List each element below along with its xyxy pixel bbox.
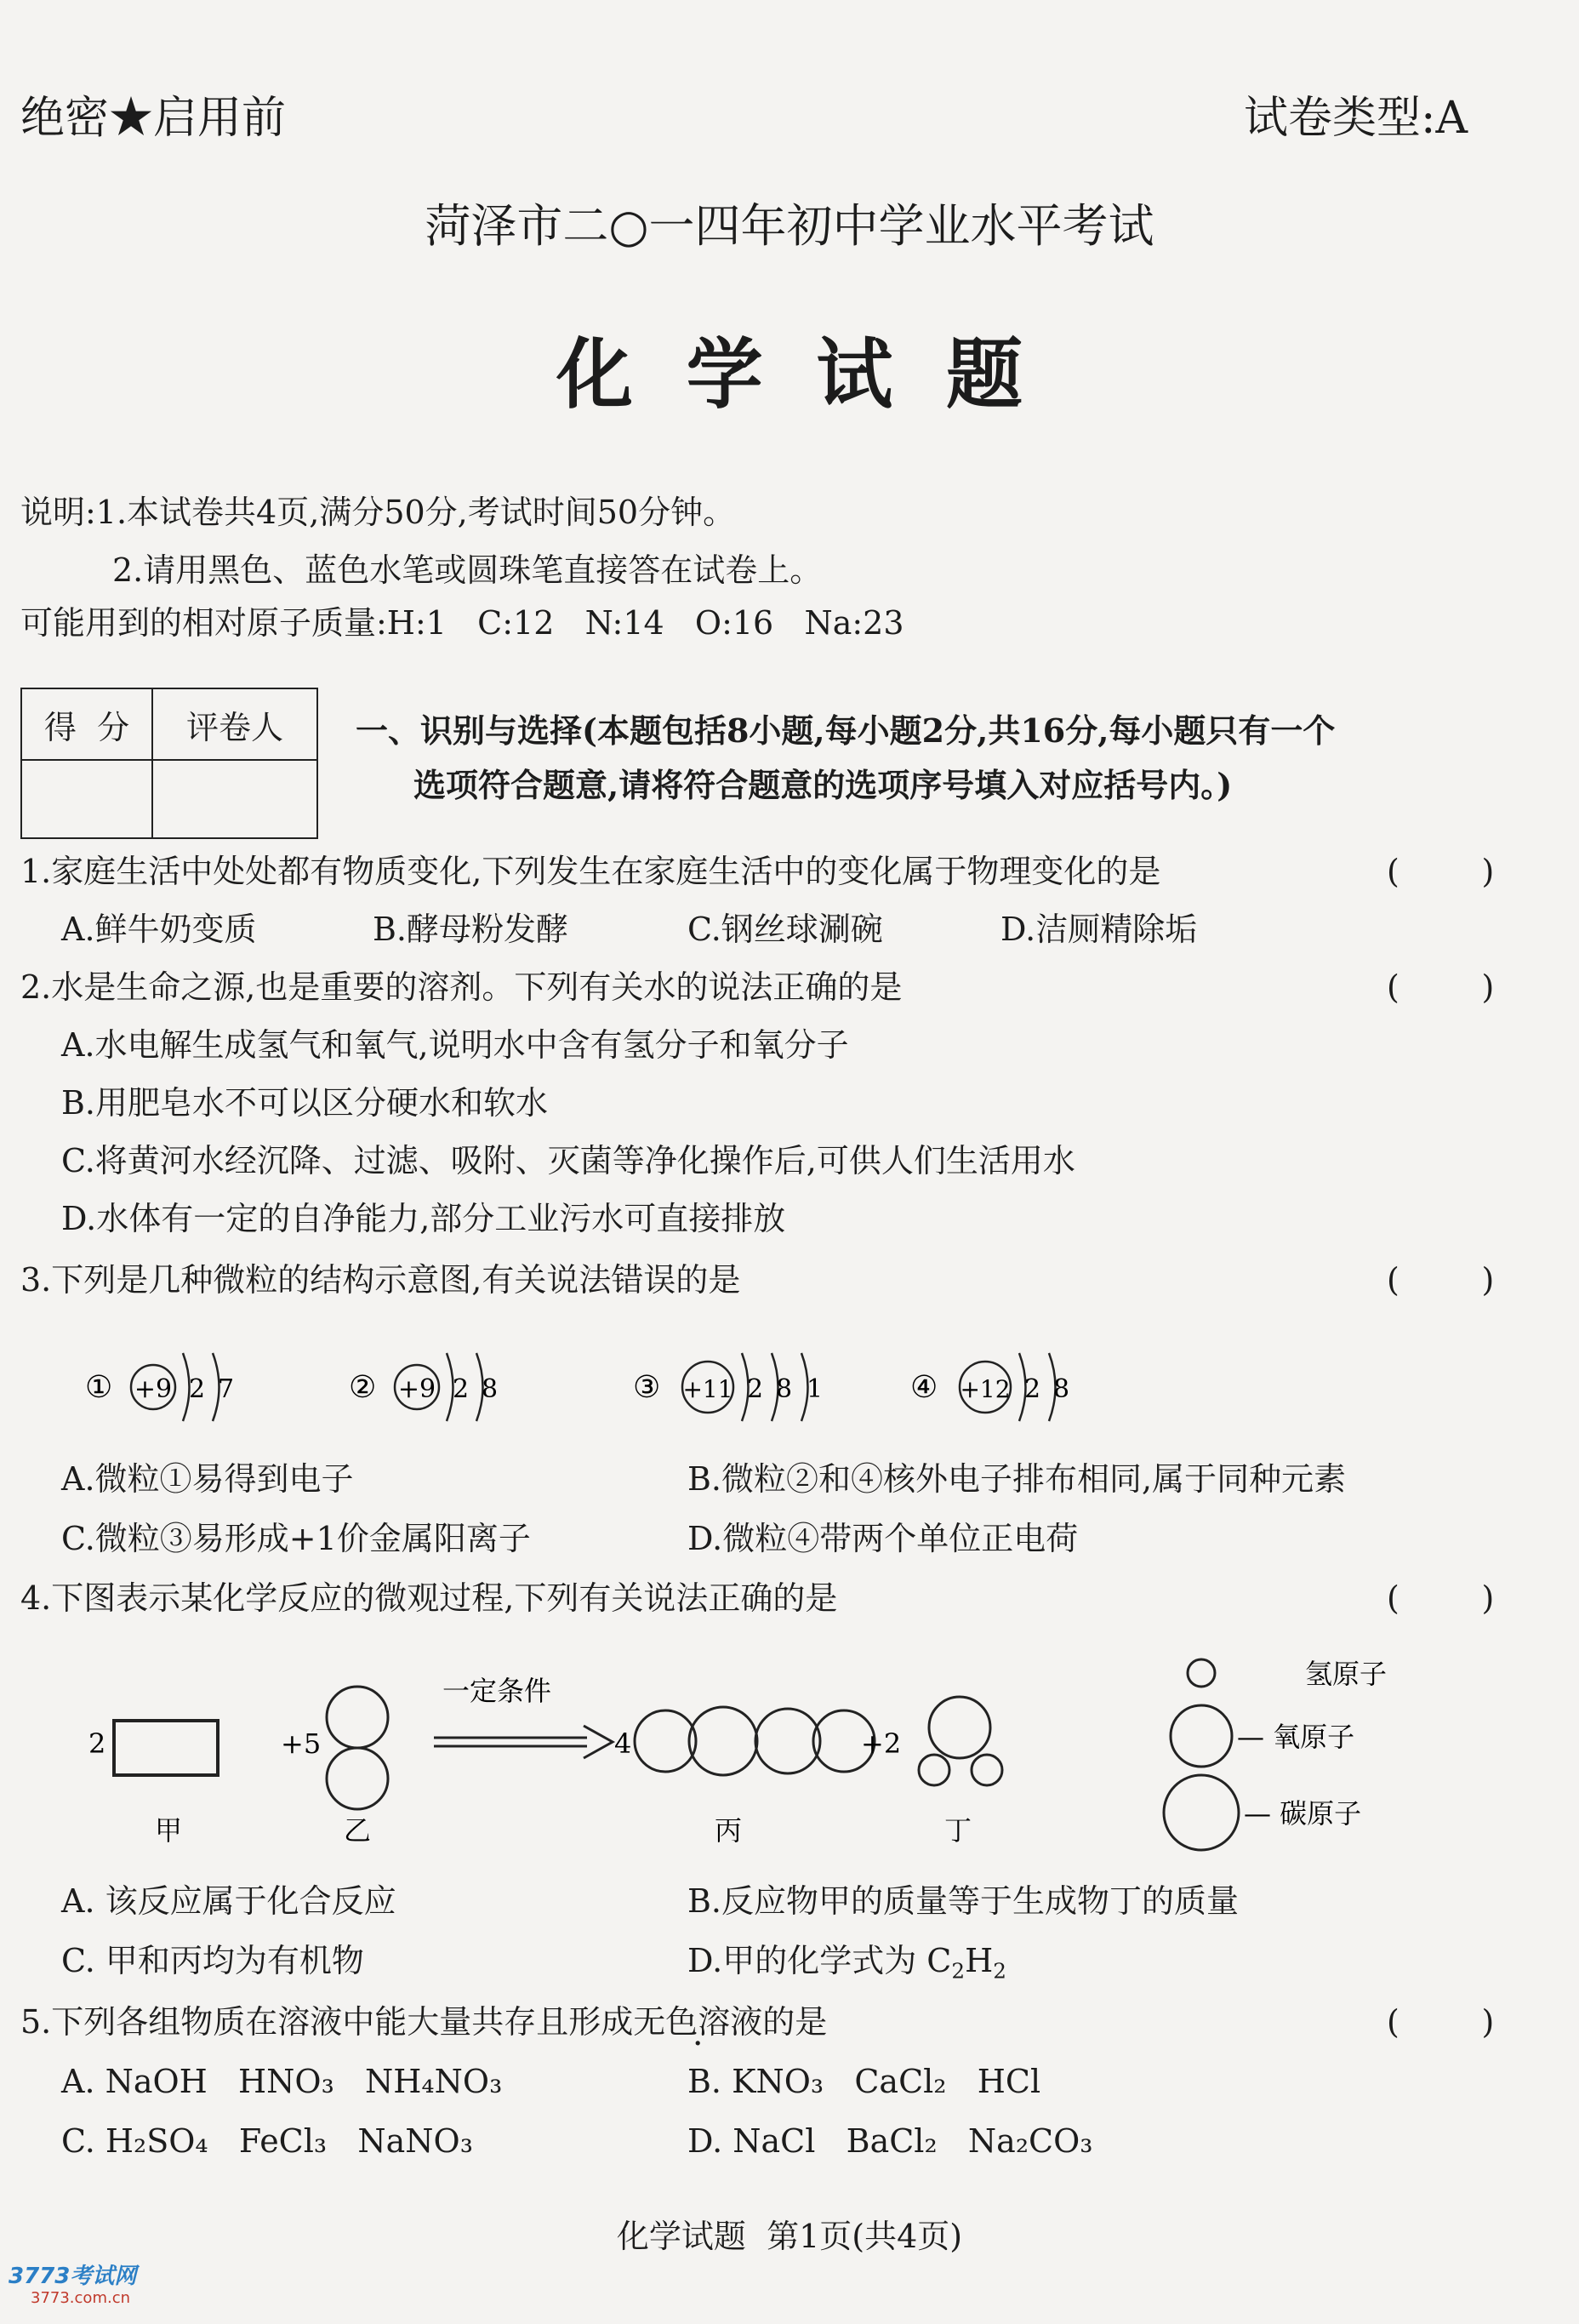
q3-stem: 3.下列是几种微粒的结构示意图,有关说法错误的是 bbox=[20, 1261, 741, 1299]
particle-4-shell-1: 2 bbox=[1024, 1374, 1041, 1404]
q5-option-a: A. NaOH HNO₃ NH₄NO₃ bbox=[61, 2063, 503, 2100]
q1-option-b: B.酵母粉发酵 bbox=[373, 911, 569, 948]
grader-table bbox=[20, 688, 318, 839]
instruction-line-2: 2.请用黑色、蓝色水笔或圆珠笔直接答在试卷上。 bbox=[112, 551, 823, 589]
particle-2-shell-2: 8 bbox=[482, 1374, 499, 1404]
particle-1-nucleus-charge: +9 bbox=[134, 1374, 173, 1404]
legend-h-label: 氢原子 bbox=[1305, 1658, 1388, 1690]
section1-line-1: 一、识别与选择(本题包括8小题,每小题2分,共16分,每小题只有一个 bbox=[356, 711, 1336, 750]
confidential-label: 绝密★启用前 bbox=[20, 93, 287, 144]
instruction-line-1: 说明:1.本试卷共4页,满分50分,考试时间50分钟。 bbox=[20, 494, 736, 531]
section1-line-2: 选项符合题意,请将符合题意的选项序号填入对应括号内。) bbox=[413, 766, 1233, 804]
name-jia: 甲 bbox=[155, 1814, 183, 1847]
arrow-condition: 一定条件 bbox=[442, 1675, 552, 1707]
q5-option-c: C. H₂SO₄ FeCl₃ NaNO₃ bbox=[61, 2122, 473, 2160]
legend-c-atom bbox=[1164, 1775, 1239, 1850]
q4-option-c: C. 甲和丙均为有机物 bbox=[61, 1942, 364, 1979]
particle-1-shell-2: 7 bbox=[218, 1374, 235, 1404]
legend-o-atom bbox=[1171, 1705, 1232, 1767]
q2-option-a: A.水电解生成氢气和氧气,说明水中含有氢分子和氧分子 bbox=[61, 1026, 849, 1064]
score-cell[interactable] bbox=[21, 760, 152, 838]
q4-option-d-prefix: D.甲的化学式为 C bbox=[687, 1942, 952, 1979]
particle-2-label: ② bbox=[349, 1370, 377, 1405]
q4-option-d-sub1: 2 bbox=[951, 1958, 966, 1984]
name-bing: 丙 bbox=[715, 1814, 743, 1847]
particle-1-label: ① bbox=[85, 1370, 113, 1405]
coef-ding: +2 bbox=[861, 1727, 902, 1760]
q5-option-b: B. KNO₃ CaCl₂ HCl bbox=[687, 2063, 1041, 2100]
q1-option-d: D.洁厕精除垢 bbox=[1000, 911, 1198, 948]
q2-option-d: D.水体有一定的自净能力,部分工业污水可直接排放 bbox=[61, 1200, 786, 1237]
molecule-ding-o bbox=[929, 1697, 990, 1758]
q5-option-d: D. NaCl BaCl₂ Na₂CO₃ bbox=[687, 2122, 1093, 2160]
particle-4-label: ④ bbox=[910, 1370, 938, 1405]
q4-stem: 4.下图表示某化学反应的微观过程,下列有关说法正确的是 bbox=[20, 1579, 838, 1617]
legend-o-label: — 氧原子 bbox=[1237, 1721, 1355, 1753]
q1-option-c: C.钢丝球涮碗 bbox=[687, 911, 883, 948]
q1-stem: 1.家庭生活中处处都有物质变化,下列发生在家庭生活中的变化属于物理变化的是 bbox=[20, 853, 1161, 890]
legend-c-label: — 碳原子 bbox=[1244, 1797, 1362, 1830]
q2-answer-paren[interactable]: ( ) bbox=[1387, 968, 1495, 1006]
particle-2-shell-1: 2 bbox=[453, 1374, 470, 1404]
q5-stem-pre: 5.下列各组物质在溶液中能大量共存且形成 bbox=[20, 2003, 634, 2041]
paper-type-label: 试卷类型:A bbox=[1244, 93, 1468, 144]
q5-stem bbox=[20, 2003, 827, 2042]
atomic-masses: 可能用到的相对原子质量:H:1 C:12 N:14 O:16 Na:23 bbox=[20, 604, 904, 642]
q4-answer-paren[interactable]: ( ) bbox=[1387, 1579, 1495, 1617]
q3-option-a: A.微粒①易得到电子 bbox=[61, 1460, 354, 1498]
q1-answer-paren[interactable]: ( ) bbox=[1387, 853, 1495, 890]
particle-2-nucleus-charge: +9 bbox=[397, 1374, 436, 1404]
q5-stem-emphasis: 无色溶液 bbox=[633, 2003, 763, 2041]
reaction-micro-diagram bbox=[77, 1642, 1446, 1864]
particle-3-diagram bbox=[633, 1353, 823, 1421]
molecule-yi-atom-2 bbox=[327, 1748, 388, 1809]
q2-option-b: B.用肥皂水不可以区分硬水和软水 bbox=[61, 1084, 549, 1122]
q4-option-d bbox=[687, 1942, 1006, 1984]
subject-title: 化 学 试 题 bbox=[556, 329, 1023, 420]
reaction-arrow bbox=[584, 1726, 613, 1758]
watermark-url: 3773.com.cn bbox=[31, 2289, 130, 2307]
watermark-site: 3773考试网 bbox=[9, 2264, 137, 2289]
q4-option-a: A. 该反应属于化合反应 bbox=[61, 1882, 396, 1920]
particle-3-shell-3: 1 bbox=[807, 1374, 824, 1404]
q3-option-d: D.微粒④带两个单位正电荷 bbox=[687, 1520, 1079, 1557]
legend-h-atom bbox=[1188, 1659, 1215, 1687]
grader-header: 评卷人 bbox=[152, 688, 317, 760]
q3-option-b: B.微粒②和④核外电子排布相同,属于同种元素 bbox=[687, 1460, 1347, 1498]
name-ding: 丁 bbox=[944, 1814, 972, 1847]
coef-bing: 4 bbox=[614, 1727, 632, 1760]
particle-4-shell-2: 8 bbox=[1053, 1374, 1070, 1404]
particle-2-diagram bbox=[349, 1353, 498, 1421]
q3-option-c: C.微粒③易形成+1价金属阳离子 bbox=[61, 1520, 531, 1557]
particle-3-label: ③ bbox=[633, 1370, 661, 1405]
name-yi: 乙 bbox=[344, 1814, 372, 1847]
score-header: 得 分 bbox=[21, 688, 152, 760]
q2-stem: 2.水是生命之源,也是重要的溶剂。下列有关水的说法正确的是 bbox=[20, 968, 903, 1006]
particle-1-diagram bbox=[85, 1353, 234, 1421]
q4-option-d-mid: H bbox=[965, 1942, 994, 1979]
molecule-jia bbox=[114, 1721, 218, 1775]
exam-title: 菏泽市二○一四年初中学业水平考试 bbox=[425, 199, 1154, 253]
coef-yi: +5 bbox=[281, 1727, 322, 1760]
molecule-yi-atom-1 bbox=[327, 1687, 388, 1748]
q4-option-b: B.反应物甲的质量等于生成物丁的质量 bbox=[687, 1882, 1240, 1920]
page-footer: 化学试题 第1页(共4页) bbox=[616, 2218, 963, 2255]
particle-4-diagram bbox=[910, 1353, 1069, 1421]
q2-option-c: C.将黄河水经沉降、过滤、吸附、灭菌等净化操作后,可供人们生活用水 bbox=[61, 1142, 1075, 1179]
q5-stem-post: 的是 bbox=[762, 2003, 828, 2041]
q3-answer-paren[interactable]: ( ) bbox=[1387, 1261, 1495, 1299]
particle-3-nucleus-charge: +11 bbox=[682, 1375, 733, 1403]
grader-cell[interactable] bbox=[152, 760, 317, 838]
q4-option-d-sub2: 2 bbox=[993, 1958, 1006, 1984]
particle-3-shell-1: 2 bbox=[747, 1374, 764, 1404]
particle-4-nucleus-charge: +12 bbox=[960, 1375, 1011, 1403]
q1-option-a: A.鲜牛奶变质 bbox=[61, 911, 257, 948]
particle-3-shell-2: 8 bbox=[776, 1374, 793, 1404]
particle-1-shell-1: 2 bbox=[189, 1374, 206, 1404]
coef-jia: 2 bbox=[88, 1727, 106, 1760]
q5-answer-paren[interactable]: ( ) bbox=[1387, 2003, 1495, 2041]
particle-structure-diagrams bbox=[68, 1328, 1123, 1447]
